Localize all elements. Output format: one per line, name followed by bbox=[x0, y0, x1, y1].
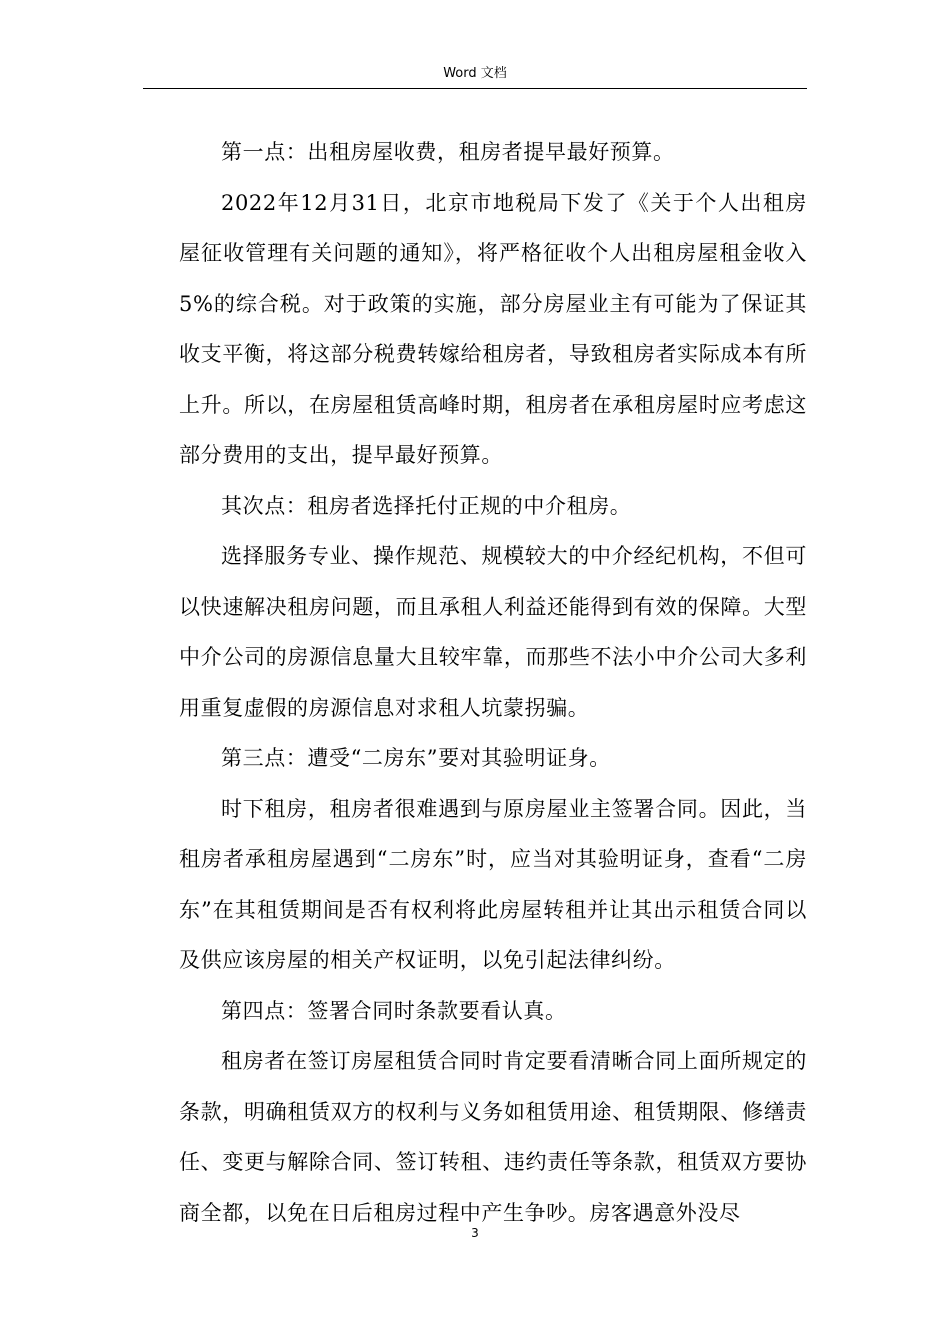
paragraph-point-four-heading: 第四点：签署合同时条款要看认真。 bbox=[221, 998, 567, 1023]
document-body bbox=[179, 127, 807, 1238]
paragraph-sublandlord-advice: 时下租房，租房者很难遇到与原房屋业主签署合同。因此，当租房者承租房屋遇到“二房东”时，应当对其验明证身，查看“二房东”在其租赁期间是否有权利将此房屋转租并让其出示租赁合同以及供应该房屋的相关产权证明，以免引起法律纠纷。 bbox=[179, 796, 807, 972]
paragraph-point-three-heading: 第三点：遭受“二房东”要对其验明证身。 bbox=[221, 746, 611, 770]
paragraph-point-two-heading: 其次点：租房者选择托付正规的中介租房。 bbox=[221, 493, 632, 518]
paragraph-agency-advice: 选择服务专业、操作规范、规模较大的中介经纪机构，不但可以快速解决租房问题，而且承租人利益还能得到有效的保障。大型中介公司的房源信息量大且较牢靠，而那些不法小中介公司大多利用重复虚假的房源信息对求租人坑蒙拐骗。 bbox=[179, 544, 807, 720]
paragraph-tax-notice: 2022年12月31日，北京市地税局下发了《关于个人出租房屋征收管理有关问题的通知》，将严格征收个人出租房屋租金收入5%的综合税。对于政策的实施，部分房屋业主有可能为了保证其收支平衡，将这部分税费转嫁给租房者，导致租房者实际成本有所上升。所以，在房屋租赁高峰时期，租房者在承租房屋时应考虑这部分费用的支出，提早最好预算。 bbox=[179, 190, 807, 467]
header-divider bbox=[143, 88, 807, 89]
page-number: 3 bbox=[471, 1226, 479, 1240]
paragraph-contract-terms: 租房者在签订房屋租赁合同时肯定要看清晰合同上面所规定的条款，明确租赁双方的权利与义务如租赁用途、租赁期限、修缮责任、变更与解除合同、签订转租、违约责任等条款，租赁双方要协商全都，以免在日后租房过程中产生争吵。房客遇意外没尽 bbox=[179, 1049, 807, 1225]
page-header: Word 文档 bbox=[443, 66, 507, 81]
paragraph-point-one-heading: 第一点：出租房屋收费，租房者提早最好预算。 bbox=[221, 140, 675, 164]
